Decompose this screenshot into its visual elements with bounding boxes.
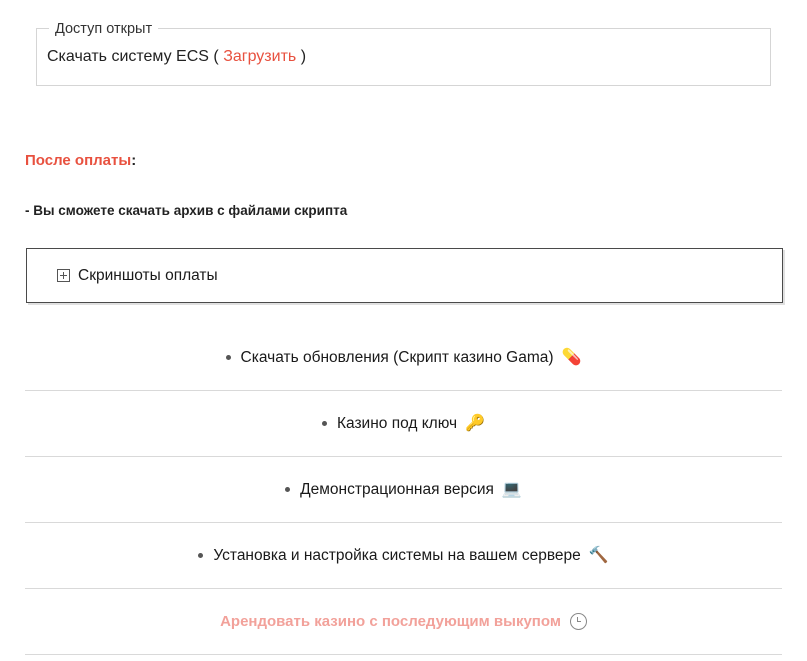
download-link[interactable]: Загрузить [223, 48, 297, 65]
after-payment-heading [25, 152, 136, 170]
menu-row-content[interactable] [285, 480, 522, 500]
menu-item-label: Демонстрационная версия [300, 480, 494, 498]
menu-item-label: Арендовать казино с последующим выкупом [220, 612, 561, 630]
spoiler-label: Скриншоты оплаты [78, 266, 218, 284]
menu-row-rent-casino[interactable] [25, 589, 782, 655]
access-panel-legend: Доступ открыт [49, 20, 158, 38]
menu-row-turnkey-casino[interactable] [25, 391, 782, 457]
bullet-dot-icon [322, 421, 327, 426]
hammer-icon: 🔨 [588, 546, 609, 564]
key-icon: 🔑 [465, 414, 486, 432]
menu-row-installation[interactable] [25, 523, 782, 589]
after-payment-note: - Вы сможете скачать архив с файлами скрипта [25, 203, 348, 218]
menu-row-content[interactable] [226, 348, 582, 368]
bullet-dot-icon [226, 355, 231, 360]
bullet-dot-icon [198, 553, 203, 558]
access-open-panel [36, 21, 771, 86]
pill-icon: 💊 [561, 348, 582, 366]
spoiler-inner [27, 267, 218, 285]
plus-box-icon [57, 269, 70, 282]
laptop-icon: 💻 [501, 480, 522, 498]
menu-item-label: Казино под ключ [336, 414, 458, 432]
menu-row-content[interactable] [220, 612, 587, 632]
menu-row-updates[interactable] [25, 325, 782, 391]
after-payment-label: После оплаты [25, 152, 132, 169]
paren-close: ) [300, 48, 307, 65]
access-panel-text [37, 47, 770, 67]
payment-screenshots-spoiler[interactable] [26, 248, 783, 303]
menu-item-label: Установка и настройка системы на вашем сервере [213, 546, 581, 564]
bullet-dot-icon [285, 487, 290, 492]
menu-item-label: Скачать обновления (Скрипт казино Gama) [240, 348, 554, 366]
download-system-label: Скачать систему ECS [47, 48, 209, 65]
menu-row-content[interactable] [198, 546, 608, 566]
paren-open: ( [213, 48, 219, 65]
clock-icon [570, 613, 587, 630]
menu-row-content[interactable] [322, 414, 485, 434]
after-payment-colon: : [131, 152, 137, 169]
menu-row-demo-version[interactable] [25, 457, 782, 523]
